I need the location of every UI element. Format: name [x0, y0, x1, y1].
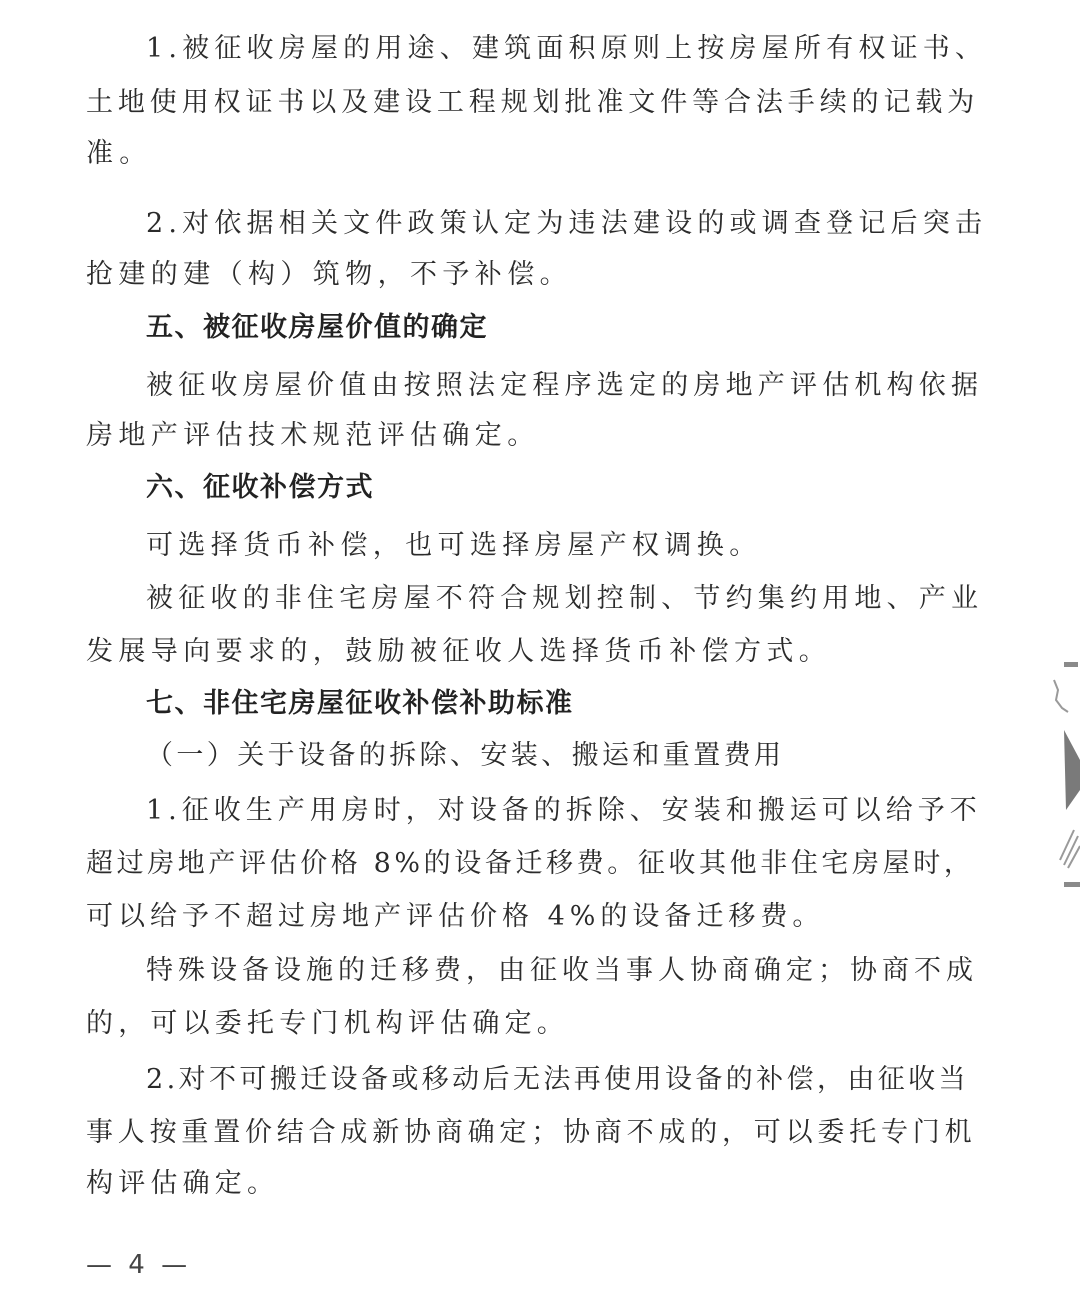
paragraph-line: 事人按重置价结合成新协商确定；协商不成的，可以委托专门机 [86, 1117, 977, 1148]
paragraph-line: 1.征收生产用房时，对设备的拆除、安装和搬运可以给予不 [146, 795, 982, 826]
paragraph-line: 被征收房屋价值由按照法定程序选定的房地产评估机构依据 [146, 370, 984, 401]
paragraph-line: 土地使用权证书以及建设工程规划批准文件等合法手续的记载为 [86, 87, 980, 118]
section-heading-7: 七、非住宅房屋征收补偿补助标准 [146, 688, 574, 719]
paragraph-line: 2.对不可搬迁设备或移动后无法再使用设备的补偿，由征收当 [146, 1064, 969, 1095]
scan-edge-artifact-icon [1046, 660, 1080, 890]
paragraph-line: 的，可以委托专门机构评估确定。 [86, 1008, 569, 1039]
subsection-heading-1: （一）关于设备的拆除、安装、搬运和重置费用 [146, 740, 785, 771]
paragraph-line: 构评估确定。 [86, 1168, 280, 1199]
section-heading-6: 六、征收补偿方式 [146, 472, 374, 503]
paragraph-line: 特殊设备设施的迁移费，由征收当事人协商确定；协商不成 [146, 955, 978, 986]
paragraph-line: 可选择货币补偿，也可选择房屋产权调换。 [146, 530, 762, 561]
section-heading-5: 五、被征收房屋价值的确定 [146, 312, 488, 343]
paragraph-line: 抢建的建（构）筑物，不予补偿。 [86, 259, 572, 290]
paragraph-line: 房地产评估技术规范评估确定。 [86, 420, 540, 451]
page-number: — 4 — [86, 1250, 192, 1280]
paragraph-line: 发展导向要求的，鼓励被征收人选择货币补偿方式。 [86, 636, 832, 667]
paragraph-line: 2.对依据相关文件政策认定为违法建设的或调查登记后突击 [146, 208, 988, 239]
paragraph-line: 被征收的非住宅房屋不符合规划控制、节约集约用地、产业 [146, 583, 984, 614]
paragraph-line: 准。 [86, 138, 153, 169]
paragraph-line: 超过房地产评估价格 8%的设备迁移费。征收其他非住宅房屋时， [86, 848, 975, 879]
paragraph-line: 1.被征收房屋的用途、建筑面积原则上按房屋所有权证书、 [146, 33, 988, 64]
paragraph-line: 可以给予不超过房地产评估价格 4%的设备迁移费。 [86, 901, 825, 932]
